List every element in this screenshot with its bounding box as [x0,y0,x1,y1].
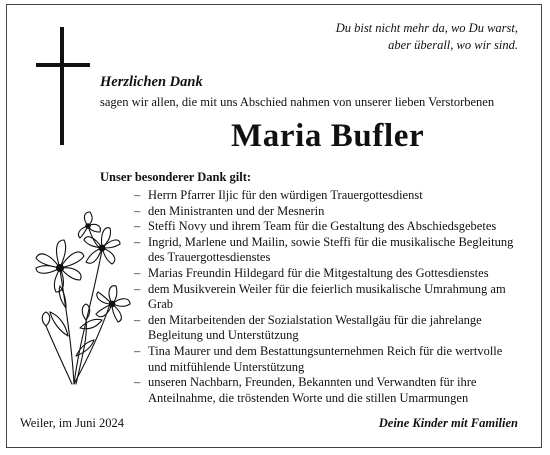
dash-bullet: – [134,219,141,234]
list-item [134,313,524,344]
list-item [134,204,524,220]
list-item-text: Herrn Pfarrer Iljic für den würdigen Trauergottesdienst [148,188,423,202]
dash-bullet: – [134,312,141,327]
list-item-text: Ingrid, Marlene und Mailin, sowie Steffi für die musikalische Begleitung des Trauergottesdienstes [148,234,514,265]
flower-drawing-icon [30,208,136,386]
list-item-text: den Ministranten und der Mesnerin [148,203,325,218]
dash-bullet: – [134,203,141,218]
list-item-text: Tina Maurer und dem Bestattungsunternehmen Reich für die wertvolle und mitfühlende Unterstützung [148,343,503,374]
deceased-name: Maria Bufler [231,118,425,154]
motto-line-1: Du bist nicht mehr da, wo Du warst, [335,21,518,35]
cross-icon [36,27,90,145]
list-item [134,344,524,375]
list-item-text: Steffi Novy und ihrem Team für die Gestaltung des Abschiedsgebetes [148,219,497,234]
dash-bullet: – [134,375,141,390]
motto-quote [336,20,518,54]
intro-text: sagen wir allen, die mit uns Abschied nahmen von unserer lieben Verstorbenen [100,95,495,109]
list-item [134,219,524,235]
list-item [134,235,524,266]
place-date: Weiler, im Juni 2024 [20,416,125,430]
special-thanks-heading: Unser besonderer Dank gilt: [100,170,252,184]
motto-line-2: aber überall, wo wir sind. [388,38,518,52]
list-item [134,266,524,282]
list-item [134,375,524,406]
list-item-text: unseren Nachbarn, Freunden, Bekannten und Verwandten für ihre Anteilnahme, die tröstenden Worte und die stillen Umarmungen [148,375,477,405]
list-item-text: dem Musikverein Weiler für die feierlich musikalische Umrahmung am Grab [148,281,506,312]
dash-bullet: – [134,343,141,358]
heading-thanks: Herzlichen Dank [100,74,203,90]
list-item-text: den Mitarbeitenden der Sozialstation Westallgäu für die jahrelange Begleitung und Unterstützung [148,312,482,343]
dash-bullet: – [134,281,141,296]
dash-bullet: – [134,188,141,202]
list-item [134,282,524,313]
signature: Deine Kinder mit Familien [378,416,518,430]
dash-bullet: – [134,265,141,280]
list-item-text: Marias Freundin Hildegard für die Mitgestaltung des Gottesdienstes [148,265,489,280]
list-item [134,188,524,204]
thanks-list [134,188,524,406]
dash-bullet: – [134,234,141,249]
